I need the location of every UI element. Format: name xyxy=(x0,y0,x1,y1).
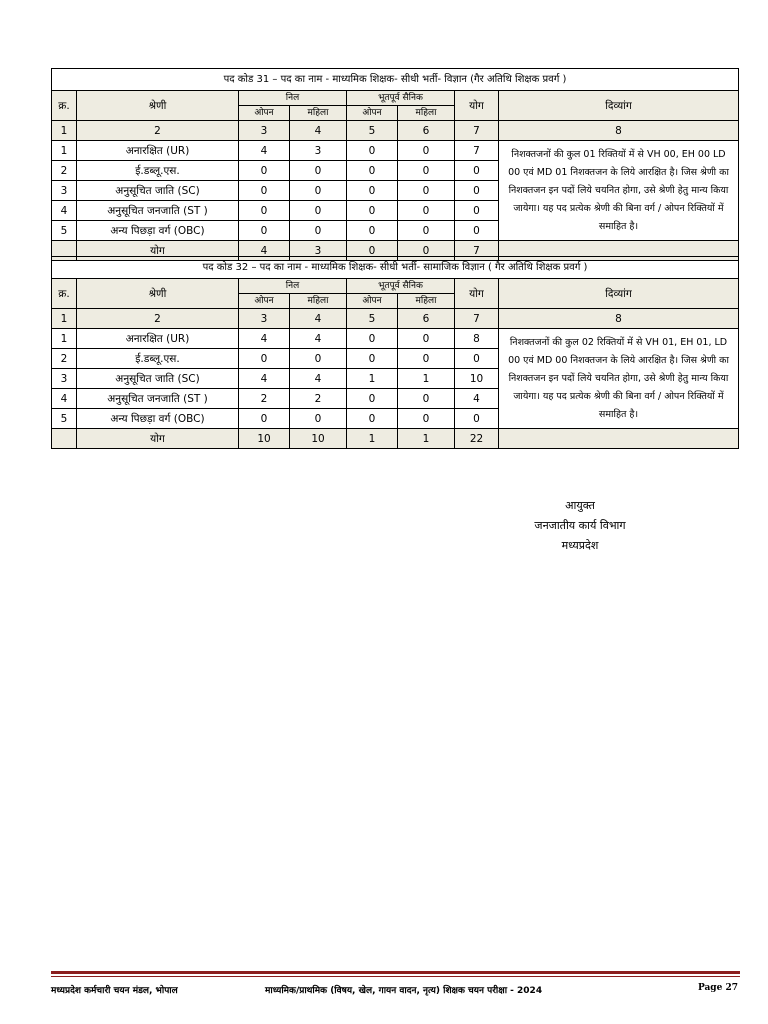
footer-exam-title: माध्यमिक/प्राथमिक (विषय, खेल, गायन वादन, नृत्य) शिक्षक चयन परीक्षा - 2024 xyxy=(265,986,543,996)
row-value: 4 xyxy=(290,369,347,389)
total-header: योग xyxy=(455,279,499,309)
column-number: 8 xyxy=(499,309,739,329)
row-total: 0 xyxy=(455,409,499,429)
column-number: 1 xyxy=(52,309,77,329)
row-value: 0 xyxy=(347,329,398,349)
row-sno: 4 xyxy=(52,201,77,221)
column-number: 5 xyxy=(347,121,398,141)
row-value: 0 xyxy=(290,349,347,369)
row-category: ई.डब्लू.एस. xyxy=(77,161,239,181)
row-category: अन्य पिछड़ा वर्ग (OBC) xyxy=(77,409,239,429)
row-value: 4 xyxy=(239,141,290,161)
footer-rule xyxy=(51,971,740,974)
row-value: 0 xyxy=(347,161,398,181)
row-value: 0 xyxy=(398,409,455,429)
row-sno: 5 xyxy=(52,409,77,429)
divyang-header: दिव्यांग xyxy=(499,91,739,121)
row-value: 0 xyxy=(239,349,290,369)
total-row-sno-cell xyxy=(52,429,77,449)
row-total: 8 xyxy=(455,329,499,349)
women-header: महिला xyxy=(290,294,347,309)
signature-title: आयुक्त xyxy=(565,499,595,512)
column-number: 4 xyxy=(290,121,347,141)
ex-serviceman-header: भूतपूर्व सैनिक xyxy=(347,279,455,294)
row-value: 0 xyxy=(290,201,347,221)
total-value: 22 xyxy=(455,429,499,449)
row-total: 0 xyxy=(455,161,499,181)
row-value: 0 xyxy=(347,201,398,221)
open-header: ओपन xyxy=(239,294,290,309)
row-value: 1 xyxy=(398,369,455,389)
total-value: 3 xyxy=(290,241,347,261)
row-sno: 3 xyxy=(52,369,77,389)
divyang-note: निशक्तजनों की कुल 02 रिक्तियों में से VH 01, EH 01, LD 00 एवं MD 00 निशक्तजन के लिये आरक्षित है। जिस श्रेणी का निशक्तजन इन पदों लिये चयनित होगा, उसे श्रेणी हेतु मान्य किया जायेगा। यह पद प्रत्येक श्रेणी की बिना वर्ग / ओपन रिक्तियों में समाहित है। xyxy=(499,329,739,429)
women-header: महिला xyxy=(290,106,347,121)
total-value: 10 xyxy=(290,429,347,449)
row-sno: 2 xyxy=(52,161,77,181)
vacancy-table-code-32 xyxy=(51,256,739,449)
row-value: 4 xyxy=(239,329,290,349)
signature-department: जनजातीय कार्य विभाग xyxy=(534,519,626,532)
table-row xyxy=(52,141,739,161)
row-value: 0 xyxy=(398,329,455,349)
total-value: 0 xyxy=(398,241,455,261)
column-number: 2 xyxy=(77,121,239,141)
column-number: 5 xyxy=(347,309,398,329)
sno-header: क्र. xyxy=(52,91,77,121)
row-total: 0 xyxy=(455,181,499,201)
row-value: 0 xyxy=(398,161,455,181)
open-header: ओपन xyxy=(347,106,398,121)
row-value: 0 xyxy=(290,409,347,429)
column-number: 3 xyxy=(239,121,290,141)
total-value: 1 xyxy=(347,429,398,449)
row-value: 2 xyxy=(239,389,290,409)
row-value: 2 xyxy=(290,389,347,409)
column-number: 3 xyxy=(239,309,290,329)
divyang-note: निशक्तजनों की कुल 01 रिक्तियों में से VH 00, EH 00 LD 00 एवं MD 01 निशक्तजन के लिये आरक्षित है। जिस श्रेणी का निशक्तजन इन पदों लिये चयनित होगा, उसे श्रेणी हेतु मान्य किया जायेगा। यह पद प्रत्येक श्रेणी की बिना वर्ग / ओपन रिक्तियों में समाहित है। xyxy=(499,141,739,241)
row-value: 0 xyxy=(398,221,455,241)
column-number: 6 xyxy=(398,309,455,329)
row-sno: 5 xyxy=(52,221,77,241)
ex-serviceman-header: भूतपूर्व सैनिक xyxy=(347,91,455,106)
total-header: योग xyxy=(455,91,499,121)
row-value: 3 xyxy=(290,141,347,161)
women-header: महिला xyxy=(398,106,455,121)
row-category: अनारक्षित (UR) xyxy=(77,141,239,161)
row-value: 0 xyxy=(347,181,398,201)
divyang-header: दिव्यांग xyxy=(499,279,739,309)
row-sno: 4 xyxy=(52,389,77,409)
row-total: 7 xyxy=(455,141,499,161)
total-row xyxy=(52,429,739,449)
row-sno: 1 xyxy=(52,141,77,161)
row-total: 0 xyxy=(455,201,499,221)
row-total: 0 xyxy=(455,221,499,241)
row-value: 0 xyxy=(347,409,398,429)
total-row-label: योग xyxy=(77,241,239,261)
column-number: 4 xyxy=(290,309,347,329)
nil-header: निल xyxy=(239,279,347,294)
total-value: 1 xyxy=(398,429,455,449)
table-row xyxy=(52,329,739,349)
total-value: 0 xyxy=(347,241,398,261)
row-category: अनुसूचित जनजाति (ST ) xyxy=(77,389,239,409)
row-category: अनुसूचित जाति (SC) xyxy=(77,369,239,389)
footer-organization: मध्यप्रदेश कर्मचारी चयन मंडल, भोपाल xyxy=(51,986,178,996)
row-sno: 2 xyxy=(52,349,77,369)
row-value: 0 xyxy=(239,181,290,201)
open-header: ओपन xyxy=(239,106,290,121)
row-value: 0 xyxy=(398,141,455,161)
vacancy-table-code-31 xyxy=(51,68,739,261)
row-value: 0 xyxy=(398,181,455,201)
row-value: 0 xyxy=(239,161,290,181)
row-category: अनारक्षित (UR) xyxy=(77,329,239,349)
row-total: 4 xyxy=(455,389,499,409)
row-category: ई.डब्लू.एस. xyxy=(77,349,239,369)
table-title: पद कोड 32 – पद का नाम - माध्यमिक शिक्षक- सीधी भर्ती- सामाजिक विज्ञान ( गैर अतिथि शिक्षक प्रवर्ग ) xyxy=(52,257,739,279)
row-value: 0 xyxy=(347,389,398,409)
column-number: 2 xyxy=(77,309,239,329)
category-header: श्रेणी xyxy=(77,279,239,309)
table-title: पद कोड 31 – पद का नाम - माध्यमिक शिक्षक- सीधी भर्ती- विज्ञान (गैर अतिथि शिक्षक प्रवर्ग ) xyxy=(52,69,739,91)
row-total: 10 xyxy=(455,369,499,389)
column-number: 7 xyxy=(455,121,499,141)
row-value: 4 xyxy=(239,369,290,389)
total-row-label: योग xyxy=(77,429,239,449)
row-value: 0 xyxy=(398,201,455,221)
footer-rule-thin xyxy=(51,976,740,977)
row-sno: 3 xyxy=(52,181,77,201)
category-header: श्रेणी xyxy=(77,91,239,121)
row-value: 0 xyxy=(290,181,347,201)
row-value: 1 xyxy=(347,369,398,389)
column-number: 8 xyxy=(499,121,739,141)
row-value: 0 xyxy=(290,221,347,241)
row-value: 0 xyxy=(239,409,290,429)
row-value: 0 xyxy=(290,161,347,181)
total-value: 4 xyxy=(239,241,290,261)
column-number: 1 xyxy=(52,121,77,141)
row-total: 0 xyxy=(455,349,499,369)
row-category: अन्य पिछड़ा वर्ग (OBC) xyxy=(77,221,239,241)
column-number: 7 xyxy=(455,309,499,329)
column-number: 6 xyxy=(398,121,455,141)
women-header: महिला xyxy=(398,294,455,309)
row-value: 4 xyxy=(290,329,347,349)
open-header: ओपन xyxy=(347,294,398,309)
row-value: 0 xyxy=(347,141,398,161)
total-value: 10 xyxy=(239,429,290,449)
row-value: 0 xyxy=(398,349,455,369)
row-category: अनुसूचित जाति (SC) xyxy=(77,181,239,201)
total-value: 7 xyxy=(455,241,499,261)
row-category: अनुसूचित जनजाति (ST ) xyxy=(77,201,239,221)
signature-block xyxy=(500,496,660,556)
row-value: 0 xyxy=(347,349,398,369)
total-row-divyang-cell xyxy=(499,429,739,449)
signature-state: मध्यप्रदेश xyxy=(561,539,599,552)
row-sno: 1 xyxy=(52,329,77,349)
sno-header: क्र. xyxy=(52,279,77,309)
row-value: 0 xyxy=(239,221,290,241)
nil-header: निल xyxy=(239,91,347,106)
page-number: Page 27 xyxy=(697,983,738,993)
row-value: 0 xyxy=(347,221,398,241)
row-value: 0 xyxy=(239,201,290,221)
row-value: 0 xyxy=(398,389,455,409)
